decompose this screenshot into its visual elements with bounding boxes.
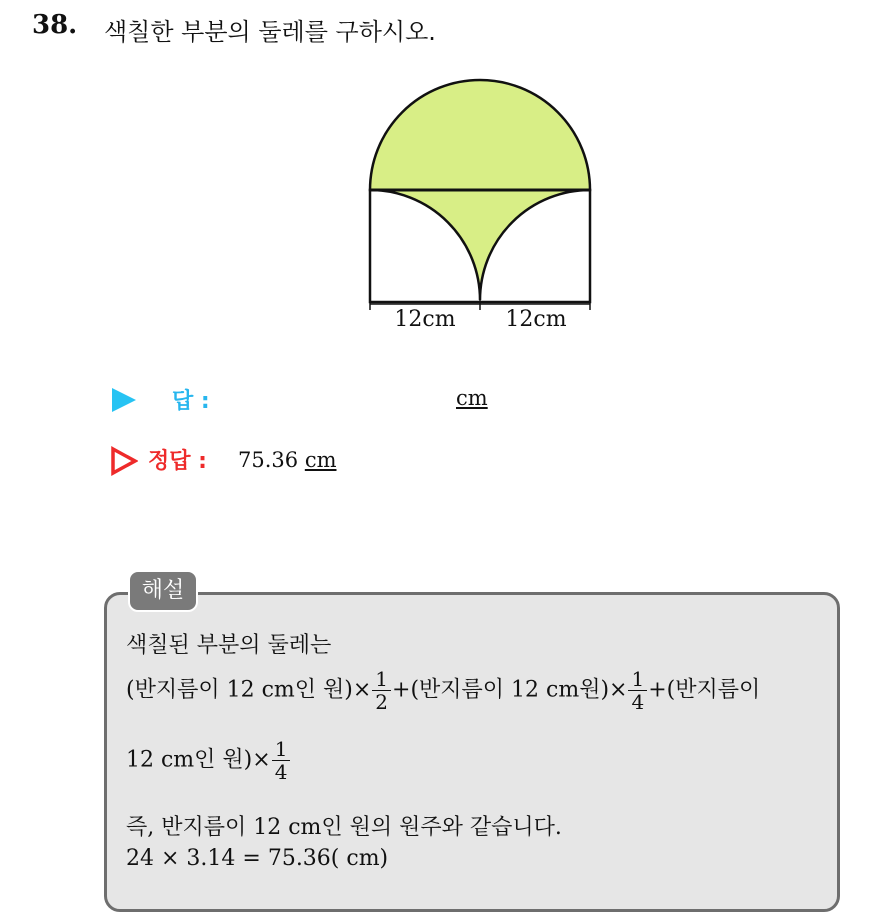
correct-number: 75.36 (238, 448, 299, 472)
fraction-quarter (628, 668, 647, 713)
shape-diagram (340, 70, 630, 350)
fraction-numerator: 1 (372, 668, 391, 691)
question-text: 색칠한 부분의 둘레를 구하시오. (104, 18, 436, 46)
answer-unit: cm (456, 386, 488, 410)
fraction-half (372, 668, 391, 713)
correct-answer-row (110, 444, 710, 480)
fraction-numerator: 1 (272, 738, 291, 761)
solution-tab: 해설 (128, 570, 198, 612)
figure (340, 70, 630, 350)
solution-line-2-part-3: +(반지름이 (648, 677, 761, 703)
solution-line-5-text: 24 × 3.14 = 75.36( cm) (126, 846, 389, 871)
left-width-label: 12cm (394, 307, 456, 332)
solution-line-3-part-1: 12 cm인 원)× (126, 747, 271, 773)
solution-line-2 (126, 668, 760, 713)
outline-triangle-icon (110, 446, 138, 476)
fraction-denominator: 4 (631, 690, 645, 714)
shaded-semicircle (370, 80, 590, 190)
answer-row (112, 382, 712, 418)
solution-line-4 (126, 810, 562, 841)
correct-answer-label: 정답 : (148, 449, 207, 474)
solution-line-1-text: 색칠된 부분의 둘레는 (126, 633, 332, 658)
solution-line-3 (126, 738, 291, 783)
answer-label: 답 : (172, 389, 210, 414)
play-triangle-icon (112, 388, 136, 412)
fraction-denominator: 2 (375, 690, 389, 714)
solution-line-4-text: 즉, 반지름이 12 cm인 원의 원주와 같습니다. (126, 815, 562, 840)
solution-line-5 (126, 846, 388, 871)
correct-answer-value (238, 448, 337, 472)
fraction-quarter-2 (272, 738, 291, 783)
question-number: 38. (32, 10, 78, 40)
solution-line-2-part-1: (반지름이 12 cm인 원)× (126, 677, 372, 703)
fraction-denominator: 4 (274, 760, 288, 784)
right-width-label: 12cm (505, 307, 567, 332)
fraction-numerator: 1 (628, 668, 647, 691)
solution-line-1 (126, 628, 331, 659)
correct-unit: cm (304, 448, 337, 472)
solution-line-2-part-2: +(반지름이 12 cm원)× (392, 677, 628, 703)
